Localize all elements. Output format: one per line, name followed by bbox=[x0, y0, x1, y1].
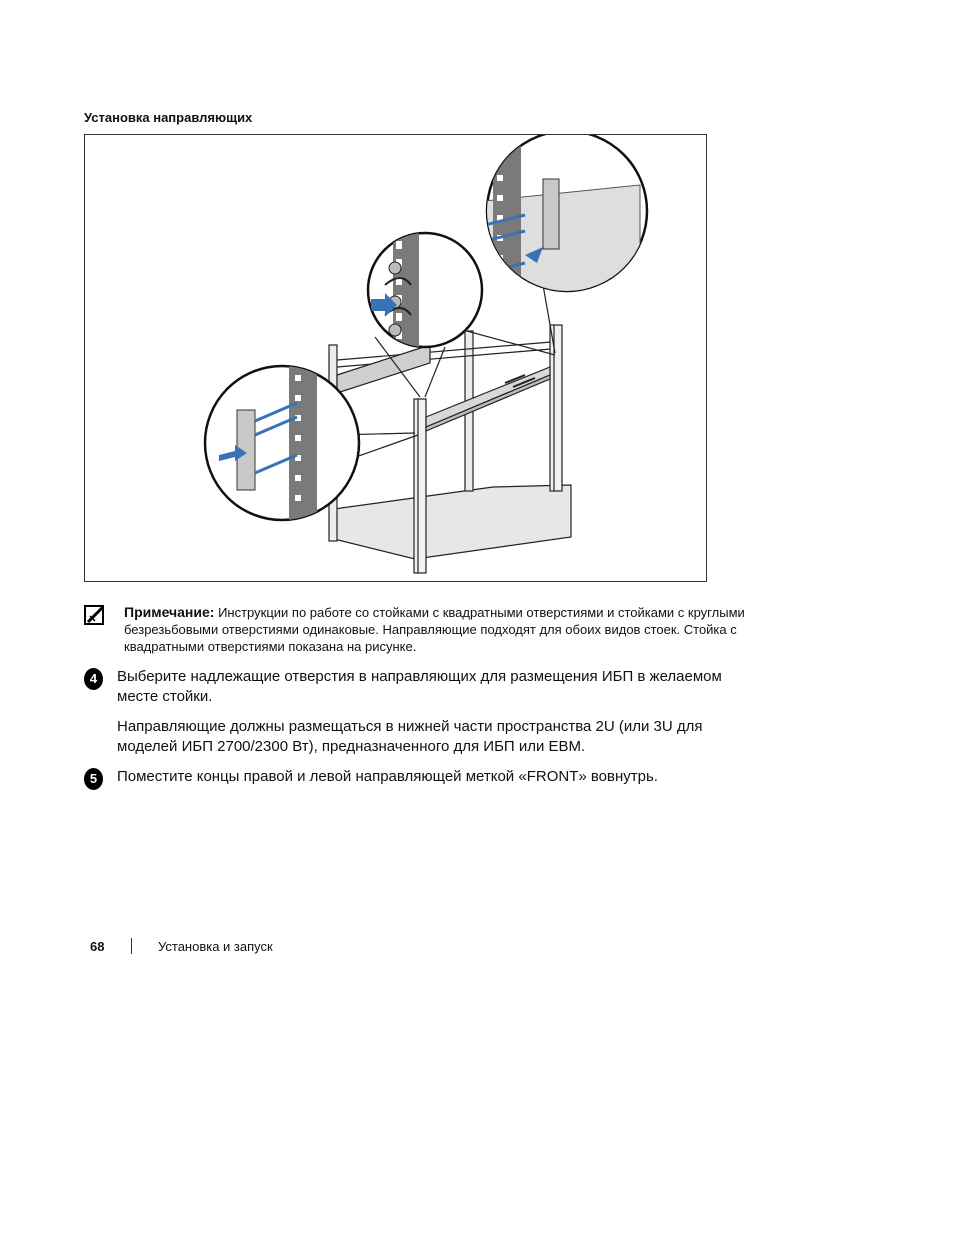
step-text: Выберите надлежащие отверстия в направляющих для размещения ИБП в желаемом месте стойки. bbox=[117, 668, 722, 705]
chapter-title: Установка и запуск bbox=[158, 939, 273, 954]
section-title: Установка направляющих bbox=[84, 110, 253, 125]
footer-divider bbox=[131, 938, 132, 954]
pencil-note-icon bbox=[84, 604, 106, 626]
note-label: Примечание: bbox=[124, 604, 215, 620]
rail-installation-figure bbox=[84, 134, 707, 582]
rack-illustration bbox=[85, 135, 706, 581]
step-text: Поместите концы правой и левой направляющей меткой «FRONT» вовнутрь. bbox=[117, 768, 658, 785]
step-number-badge: 4 bbox=[84, 668, 103, 690]
step-number-badge: 5 bbox=[84, 768, 103, 790]
page-number: 68 bbox=[90, 939, 105, 954]
note-body: Инструкции по работе со стойками с квадратными отверстиями и стойками с круглыми безрезьбовыми отверстиями одинаковые. Направляющие подходят для обоих видов стоек. Стойка с квадратными отверстиями показана на рисунке. bbox=[124, 605, 745, 654]
note-text bbox=[124, 604, 754, 655]
step-4-paragraph: Направляющие должны размещаться в нижней части пространства 2U (или 3U для моделей ИБП 2700/2300 Вт), предназначенного для ИБП или EBM. bbox=[117, 718, 703, 755]
